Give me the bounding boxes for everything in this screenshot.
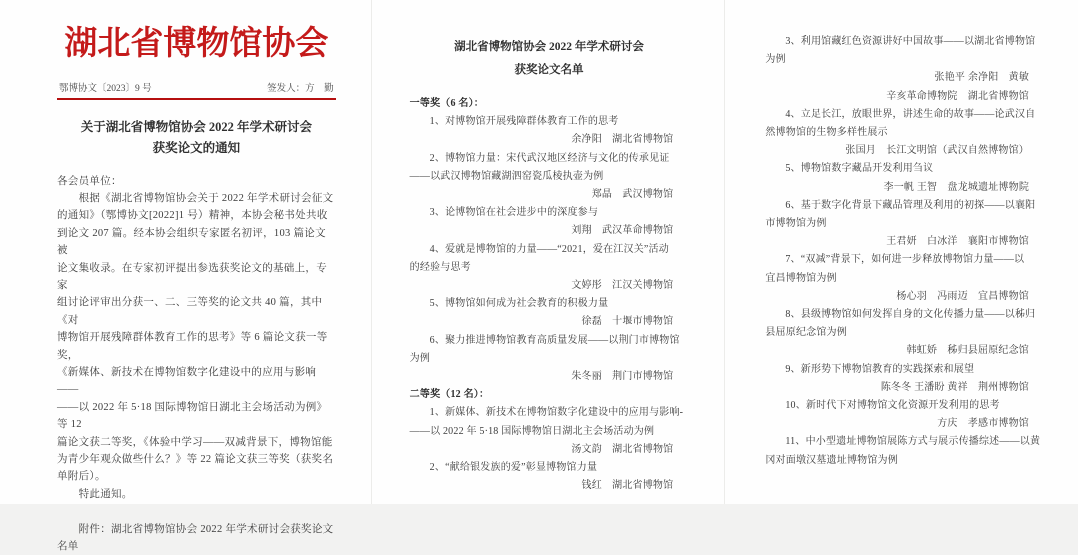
award-list-line: 3、利用馆藏红色资源讲好中国故事——以湖北省博物馆 — [785, 36, 1036, 47]
document-number: 鄂博协文〔2023〕9 号 — [59, 83, 152, 94]
award-list-line: 6、基于数字化背景下藏品管理及利用的初探——以襄阳 — [785, 199, 1036, 211]
award-list-2 — [765, 33, 1044, 470]
award-list-page-1 — [371, 0, 725, 504]
award-list-line: 刘翔 武汉革命博物馆 — [571, 225, 674, 237]
award-list-line: 余净阳 湖北省博物馆 — [571, 134, 674, 146]
award-list-line: 的经验与思考 — [409, 261, 471, 273]
award-list-line: 王君妍 白冰洋 襄阳市博物馆 — [886, 236, 1030, 248]
award-list-line: 韩虹娇 秭归县屈原纪念馆 — [906, 345, 1030, 357]
notice-body-line: 论文集收录。在专家初评提出参选获奖论文的基础上，专家 — [57, 262, 327, 291]
award-list-line: 2、“献给银发族的爱”彰显博物馆力量 — [429, 462, 598, 474]
award-list-line: ——以武汉博物馆藏湖泗窑瓷瓜棱执壶为例 — [409, 170, 604, 182]
award-list-line: 4、爱就是博物馆的力量——“2021，爱在江汉关”活动 — [429, 243, 669, 255]
award-list-line: 方庆 孝感市博物馆 — [937, 418, 1030, 430]
award-list-line: 郑晶 武汉博物馆 — [591, 189, 674, 201]
award-list-line: 杨心羽 冯雨迈 宜昌博物馆 — [896, 290, 1030, 302]
award-list-line: 徐磊 十堰市博物馆 — [581, 316, 674, 328]
award-list-line: 为例 — [765, 54, 786, 66]
award-list-line: 8、县级博物馆如何发挥自身的文化传播力量——以秭归 — [785, 309, 1036, 321]
notice-body-line: 根据《湖北省博物馆协会关于 2022 年学术研讨会征文 — [57, 192, 334, 204]
award-list-line: 宜昌博物馆为例 — [765, 272, 837, 284]
signer: 签发人：方 勤 — [267, 83, 334, 94]
association-masthead: 湖北省博物馆协会 — [64, 26, 329, 62]
award-list-line: 1、新媒体、新技术在博物馆数字化建设中的应用与影响- — [429, 407, 684, 419]
award-list-line: 市博物馆为例 — [765, 218, 827, 230]
award-list-line: 为例 — [409, 352, 431, 364]
notice-body-line: 组讨论评审出分获一、二、三等奖的论文共 40 篇，其中《对 — [57, 297, 323, 326]
notice-body-line: 篇论文获二等奖，《体验中学习——双减背景下，博物馆能 — [57, 436, 333, 448]
award-list-line: 文婷彤 江汉关博物馆 — [571, 280, 674, 292]
award-list-line: 张艳平 余净阳 黄敏 — [934, 72, 1030, 84]
award-list-line: 9、新形势下博物馆教育的实践探索和展望 — [785, 363, 975, 375]
notice-body-line: 各会员单位： — [57, 175, 122, 187]
notice-body-line: 《新媒体、新技术在博物馆数字化建设中的应用与影响—— — [57, 367, 317, 396]
award-list-line: 3、论博物馆在社会进步中的深度参与 — [429, 207, 599, 219]
notice-title-line: 关于湖北省博物馆协会 2022 年学术研讨会 — [80, 119, 312, 134]
award-list-line: ——以 2022 年 5·18 国际博物馆日湖北主会场活动为例 — [409, 425, 655, 437]
award-list-line: 钱红 湖北省博物馆 — [581, 480, 674, 492]
award-list-line: 朱冬丽 荆门市博物馆 — [571, 371, 674, 383]
red-divider — [57, 98, 336, 100]
award-list-title-line: 获奖论文名单 — [514, 64, 584, 76]
notice-body-line: 的通知》（鄂博协文[2022]1 号）精神，本协会秘书处共收 — [57, 210, 328, 222]
notice-page — [0, 0, 371, 553]
notice-body-line: 博物馆开展残障群体教育工作的思考》等 6 篇论文获一等奖， — [57, 332, 328, 361]
notice-body-line: 为青少年观众做些什么？》等 22 篇论文获三等奖（获奖名 — [57, 454, 334, 466]
award-list-line: 张国月 长江文明馆（武汉自然博物馆） — [845, 145, 1030, 157]
award-list-line: 10、新时代下对博物馆文化资源开发利用的思考 — [785, 400, 1000, 412]
award-list-title — [410, 36, 689, 82]
notice-body-line: 特此通知。 — [57, 488, 133, 500]
award-list-title-line: 湖北省博物馆协会 2022 年学术研讨会 — [454, 41, 644, 53]
award-list-line: 11、中小型遗址博物馆展陈方式与展示传播综述——以黄 — [785, 436, 1041, 448]
notice-body-line: 到论文 207 篇。经本协会组织专家匿名初评，103 篇论文被 — [57, 227, 326, 257]
notice-body-line: 名单 — [57, 541, 79, 553]
award-list-line: 6、聚力推进博物馆教育高质量发展——以荆门市博物馆 — [429, 334, 680, 346]
notice-body-line: 单附后）。 — [57, 471, 106, 483]
award-list-line: 4、立足长江，放眼世界，讲述生命的故事——论武汉自 — [785, 108, 1036, 120]
document-number-row — [57, 80, 336, 98]
award-list-line: 2、博物馆力量：宋代武汉地区经济与文化的传承见证 — [429, 152, 670, 164]
award-list-line: 陈冬冬 王潘盼 黄祥 荆州博物馆 — [880, 381, 1030, 393]
notice-title-line: 获奖论文的通知 — [152, 141, 241, 156]
award-list-line: 冈对面墩汉墓遗址博物馆为例 — [765, 454, 898, 466]
notice-body-line — [57, 503, 336, 520]
award-list-line: 县屈原纪念馆为例 — [765, 327, 847, 339]
award-list-line: 5、博物馆数字藏品开发利用刍议 — [785, 163, 934, 175]
award-list-line: 李一帆 王智 盘龙城遗址博物院 — [883, 181, 1030, 193]
notice-body-line: ——以 2022 年 5·18 国际博物馆日湖北主会场活动为例》等 12 — [57, 401, 328, 431]
award-list-line: 辛亥革命博物院 湖北省博物馆 — [886, 90, 1030, 102]
award-list-line: 5、博物馆如何成为社会教育的积极力量 — [429, 298, 609, 310]
notice-body — [57, 173, 336, 555]
award-list-line: 汤文韵 湖北省博物馆 — [571, 443, 674, 455]
award-list-line: 1、对博物馆开展残障群体教育工作的思考 — [429, 116, 619, 128]
notice-body-line: 附件：湖北省博物馆协会 2022 年学术研讨会获奖论文 — [57, 523, 334, 535]
award-list-line: 7、“双减”背景下，如何进一步释放博物馆力量——以 — [785, 254, 1025, 266]
award-list-line: 二等奖（12 名）： — [409, 389, 490, 401]
award-list-page-2 — [724, 0, 1078, 504]
award-list-line: 然博物馆的生物多样性展示 — [765, 127, 888, 139]
award-list-1 — [410, 95, 689, 495]
notice-title — [57, 117, 336, 160]
award-list-line: 一等奖（6 名）： — [409, 98, 484, 109]
